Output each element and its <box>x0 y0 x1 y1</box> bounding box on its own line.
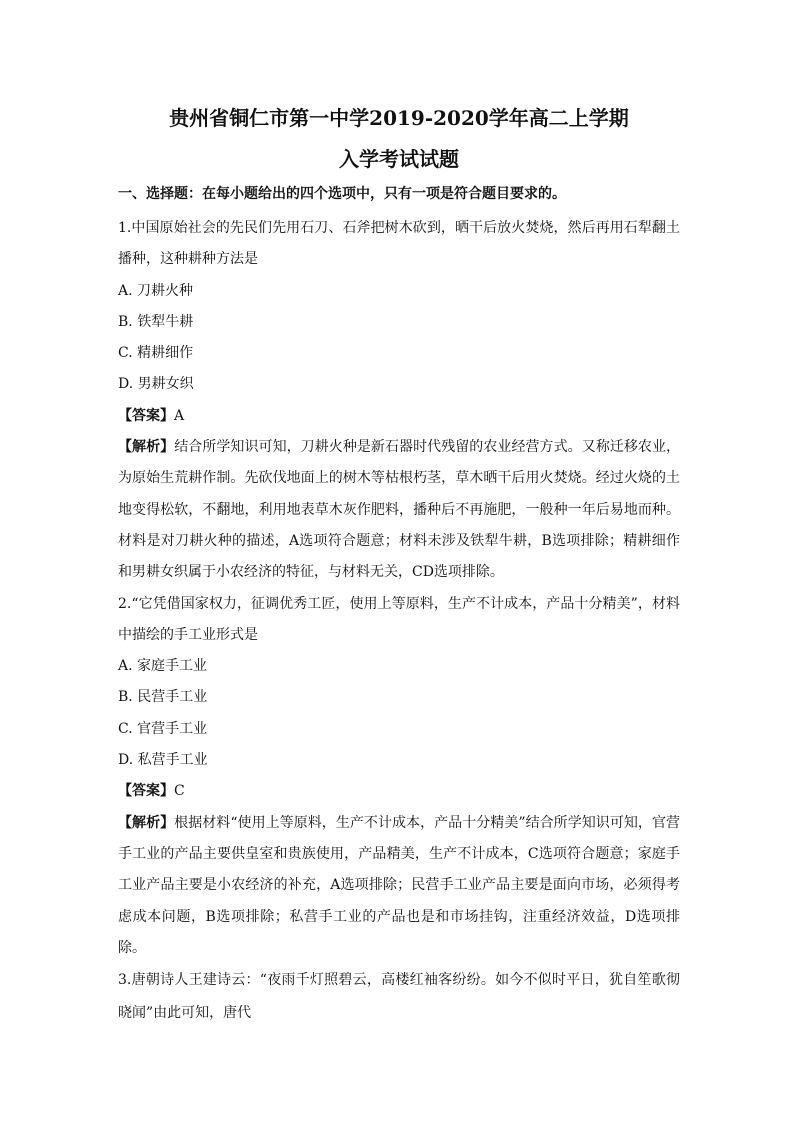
analysis-text: 根据材料“使用上等原料，生产不计成本，产品十分精美”结合所学知识可知，官营手工业的产品主要供皇室和贵族使用，产品精美，生产不计成本，C选项符合题意；家庭手工业产品主要是小农经济的补充，A选项排除；民营手工业产品主要是面向市场，必须得考虑成本问题，B选项排除；私营手工业的产品也是和市场挂钩，注重经济效益，D选项排除。 <box>118 814 681 956</box>
answer-label: 【答案】 <box>118 407 174 424</box>
analysis-label: 【解析】 <box>118 814 175 831</box>
option-b: B. 铁犁牛耕 <box>118 313 194 330</box>
option-c: C. 精耕细作 <box>118 345 194 362</box>
answer-line <box>118 401 680 432</box>
option-a: A. 刀耕火种 <box>118 282 194 299</box>
question-stem: 2.“它凭借国家权力，征调优秀工匠，使用上等原料，生产不计成本，产品十分精美”，材料中描绘的手工业形式是 <box>118 595 680 643</box>
section-heading: 一、选择题：在每小题给出的四个选项中，只有一项是符合题目要求的。 <box>118 186 566 202</box>
analysis-text: 结合所学知识可知，刀耕火种是新石器时代残留的农业经营方式。又称迁移农业，为原始生荒耕作制。先砍伐地面上的树木等枯根朽茎，草木晒干后用火焚烧。经过火烧的土地变得松软，不翻地，利用地表草木灰作肥料，播种后不再施肥，一般种一年后易地而种。材料是对刀耕火种的描述，A选项符合题意；材料未涉及铁犁牛耕，B选项排除；精耕细作和男耕女织属于小农经济的特征，与材料无关，CD选项排除。 <box>118 439 681 581</box>
question-stem: 1.中国原始社会的先民们先用石刀、石斧把树木砍到，晒干后放火焚烧，然后再用石犁翻土播种，这种耕种方法是 <box>118 220 680 268</box>
question-stem: 3.唐朝诗人王建诗云：“夜雨千灯照碧云，高楼红袖客纷纷。如今不似时平日，犹自笙歌彻晓闻”由此可知，唐代 <box>118 972 680 1021</box>
answer-line <box>118 776 680 807</box>
answer-value: C <box>174 783 185 800</box>
answer-value: A <box>174 407 185 424</box>
option-d: D. 私营手工业 <box>118 752 208 769</box>
answer-label: 【答案】 <box>118 783 174 800</box>
page-title: 贵州省铜仁市第一中学2019-2020学年高二上学期 <box>169 106 629 130</box>
question-1 <box>118 213 680 589</box>
analysis-label: 【解析】 <box>118 439 175 456</box>
option-b: B. 民营手工业 <box>118 689 208 706</box>
question-2 <box>118 589 680 965</box>
page-subtitle: 入学考试试题 <box>339 147 459 171</box>
analysis-block <box>118 432 680 588</box>
option-d: D. 男耕女织 <box>118 376 194 393</box>
exam-page <box>118 100 680 1029</box>
question-3 <box>118 964 680 1029</box>
option-a: A. 家庭手工业 <box>118 658 208 675</box>
option-c: C. 官营手工业 <box>118 720 208 737</box>
analysis-block <box>118 808 680 964</box>
